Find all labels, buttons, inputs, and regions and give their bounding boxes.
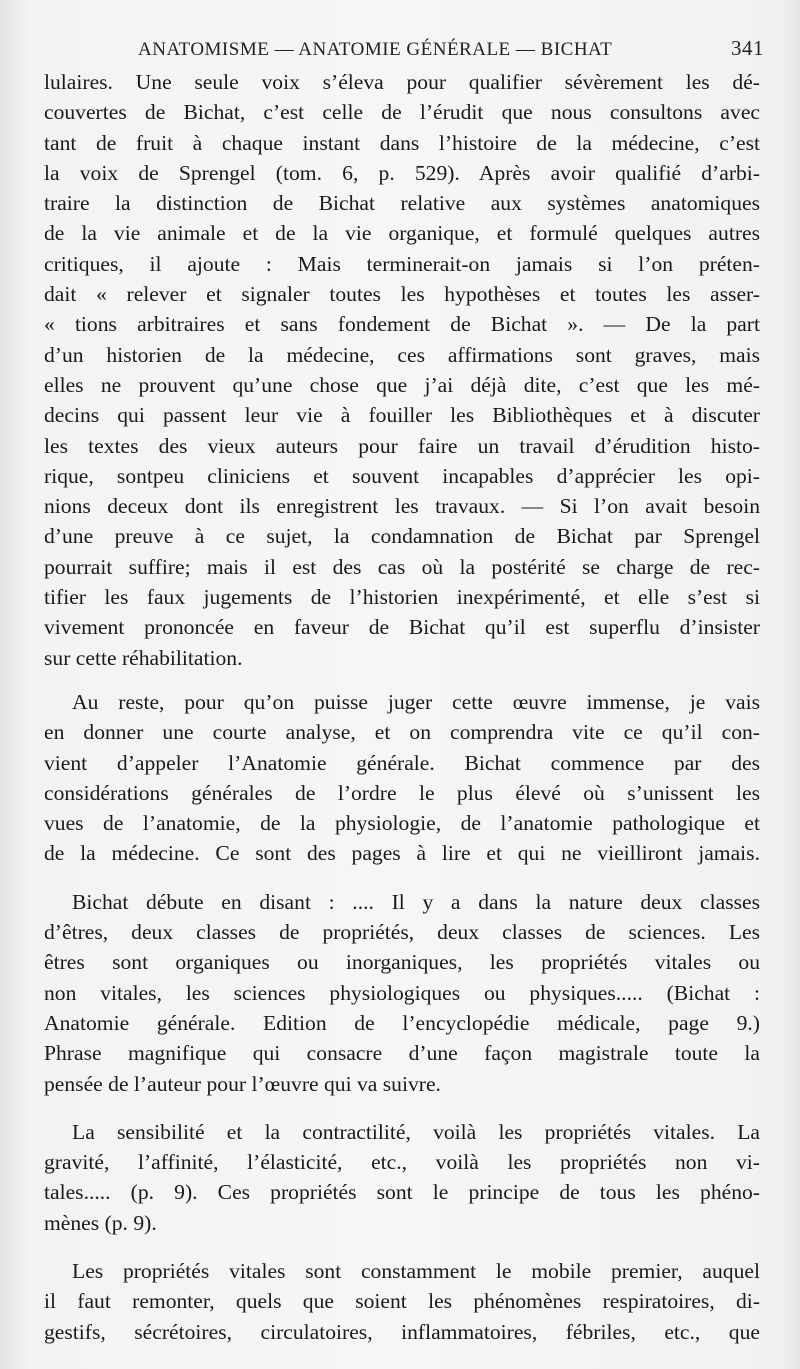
- text-line: tales..... (p. 9). Ces propriétés sont le principe de tous les phéno-: [44, 1180, 760, 1205]
- text-line: sur cette réhabilitation.: [44, 645, 243, 670]
- text-line: vivement prononcée en faveur de Bichat qu’il est superflu d’insister: [44, 615, 760, 640]
- running-title: ANATOMISME — ANATOMIE GÉNÉRALE — BICHAT: [138, 39, 613, 60]
- paragraph-2: [44, 687, 760, 869]
- text-line: non vitales, les sciences physiologiques ou physiques..... (Bichat :: [44, 980, 760, 1005]
- text-line: de la médecine. Ce sont des pages à lire et qui ne vieilliront jamais.: [44, 841, 760, 866]
- page-number: 341: [731, 36, 764, 60]
- text-line: d’une preuve à ce sujet, la condamnation de Bichat par Sprengel: [44, 524, 760, 549]
- text-line: La sensibilité et la contractilité, voilà les propriétés vitales. La: [72, 1119, 760, 1144]
- text-line: couvertes de Bichat, c’est celle de l’érudit que nous consultons avec: [44, 100, 760, 125]
- text-line: pensée de l’auteur pour l’œuvre qui va suivre.: [44, 1071, 441, 1096]
- text-line: critiques, il ajoute : Mais terminerait-on jamais si l’on préten-: [44, 251, 760, 276]
- text-line: nions deceux dont ils enregistrent les travaux. — Si l’on avait besoin: [44, 494, 760, 519]
- text-line: mènes (p. 9).: [44, 1210, 157, 1235]
- text-line: vues de l’anatomie, de la physiologie, de l’anatomie pathologique et: [44, 811, 760, 836]
- text-line: les textes des vieux auteurs pour faire un travail d’érudition histo-: [44, 433, 760, 458]
- text-line: « tions arbitraires et sans fondement de Bichat ». — De la part: [44, 312, 760, 337]
- text-line: rique, sontpeu cliniciens et souvent incapables d’apprécier les opi-: [44, 463, 760, 488]
- text-line: considérations générales de l’ordre le plus élevé où s’unissent les: [44, 780, 760, 805]
- text-line: d’êtres, deux classes de propriétés, deux classes de sciences. Les: [44, 920, 760, 945]
- text-line: elles ne prouvent qu’une chose que j’ai déjà dite, c’est que les mé-: [44, 372, 760, 397]
- text-line: la voix de Sprengel (tom. 6, p. 529). Après avoir qualifié d’arbi-: [44, 160, 760, 185]
- paragraph-4: [44, 1117, 760, 1238]
- text-line: tifier les faux jugements de l’historien inexpérimenté, et elle s’est si: [44, 585, 760, 610]
- text-line: vient d’appeler l’Anatomie générale. Bichat commence par des: [44, 750, 760, 775]
- text-line: Phrase magnifique qui consacre d’une façon magistrale toute la: [44, 1041, 760, 1066]
- text-line: de la vie animale et de la vie organique, et formulé quelques autres: [44, 221, 760, 246]
- paragraph-3: [44, 887, 760, 1099]
- text-line: dait « relever et signaler toutes les hypothèses et toutes les asser-: [44, 282, 760, 307]
- text-line: en donner une courte analyse, et on comprendra vite ce qu’il con-: [44, 720, 760, 745]
- text-line: Anatomie générale. Edition de l’encyclopédie médicale, page 9.): [44, 1010, 760, 1035]
- text-line: Bichat débute en disant : .... Il y a dans la nature deux classes: [72, 889, 760, 914]
- text-line: lulaires. Une seule voix s’éleva pour qualifier sévèrement les dé-: [44, 70, 760, 94]
- text-line: decins qui passent leur vie à fouiller les Bibliothèques et à discuter: [44, 403, 760, 428]
- text-line: gravité, l’affinité, l’élasticité, etc., voilà les propriétés non vi-: [44, 1150, 760, 1175]
- paragraph-1: [44, 67, 760, 673]
- text-line: Au reste, pour qu’on puisse juger cette œuvre immense, je vais: [72, 689, 760, 714]
- text-line: gestifs, sécrétoires, circulatoires, inflammatoires, fébriles, etc., que: [44, 1319, 760, 1344]
- text-line: traire la distinction de Bichat relative aux systèmes anatomiques: [44, 191, 760, 216]
- text-line: il faut remonter, quels que soient les phénomènes respiratoires, di-: [44, 1289, 760, 1314]
- page-header: [138, 36, 764, 61]
- text-line: tant de fruit à chaque instant dans l’histoire de la médecine, c’est: [44, 130, 760, 155]
- paragraph-5: [44, 1256, 760, 1347]
- body-text: [44, 67, 760, 1347]
- text-line: Les propriétés vitales sont constamment le mobile premier, auquel: [72, 1258, 760, 1283]
- text-line: êtres sont organiques ou inorganiques, les propriétés vitales ou: [44, 950, 760, 975]
- text-line: pourrait suffire; mais il est des cas où la postérité se charge de rec-: [44, 554, 760, 579]
- text-line: d’un historien de la médecine, ces affirmations sont graves, mais: [44, 342, 760, 367]
